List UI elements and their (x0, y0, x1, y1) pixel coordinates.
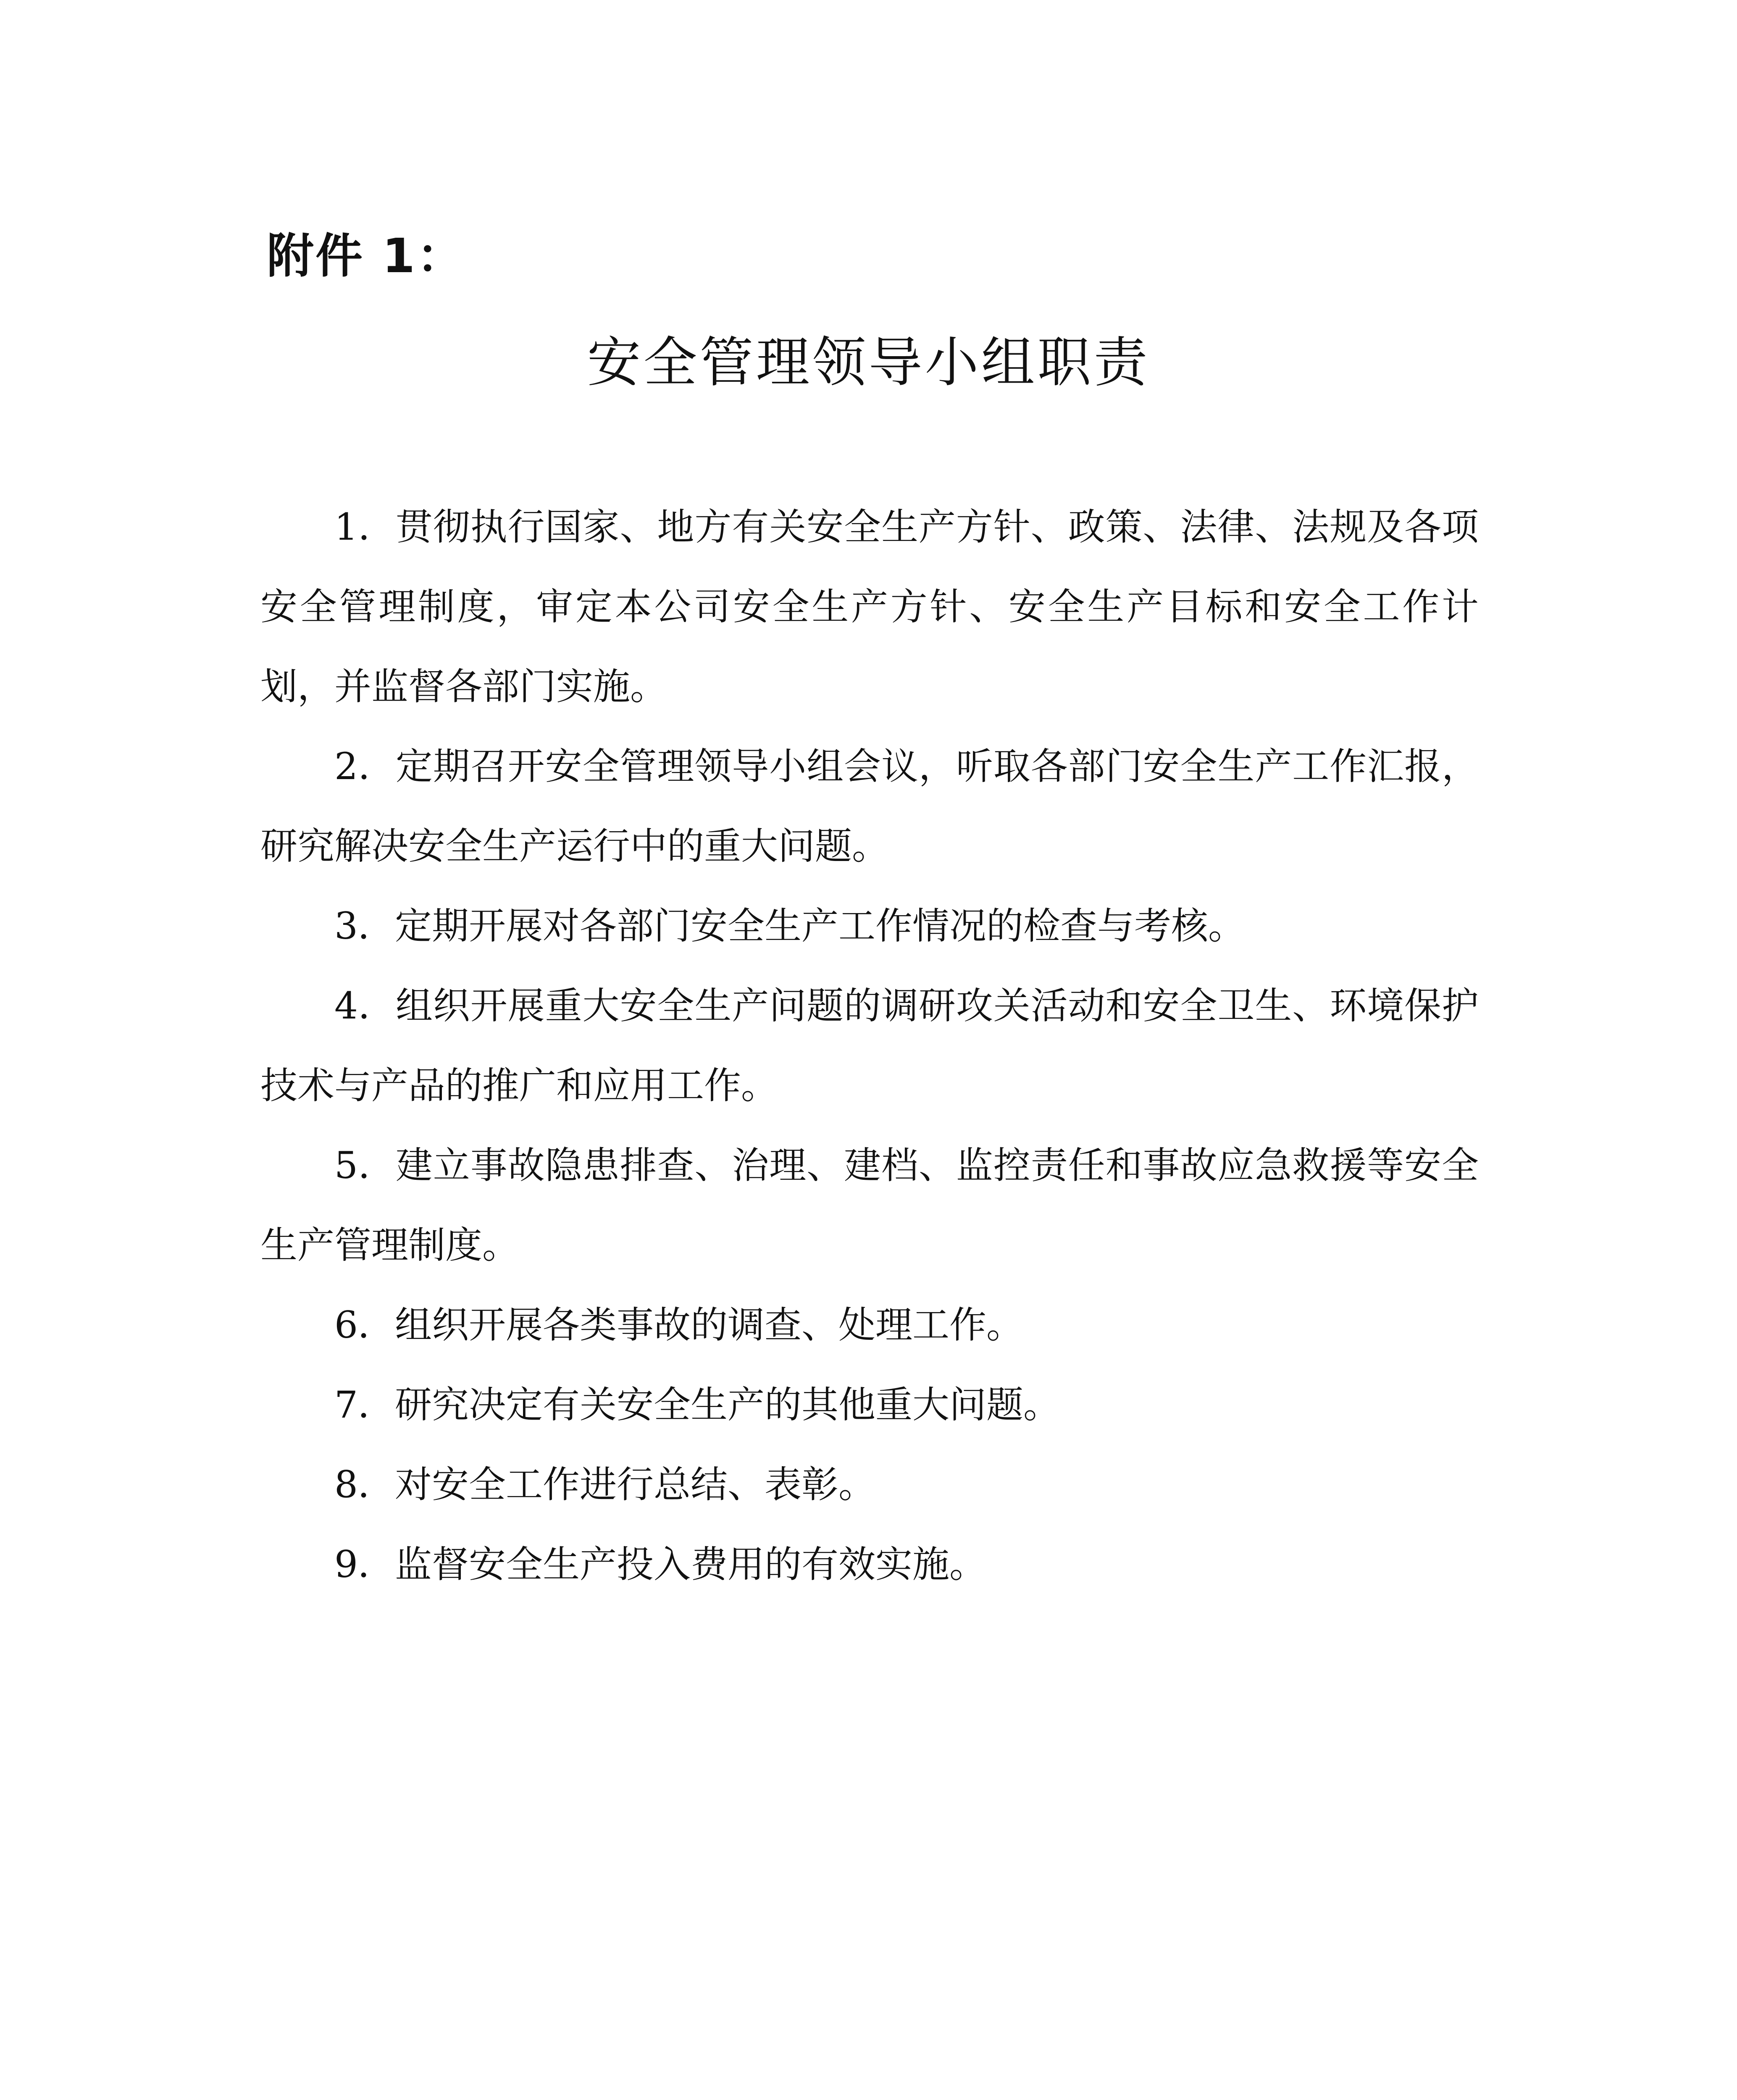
paragraph-1: 1．贯彻执行国家、地方有关安全生产方针、政策、法律、法规及各项安全管理制度，审定本公司安全生产方针、安全生产目标和安全工作计划，并监督各部门实施。 (260, 505, 1479, 708)
paragraph-4: 4．组织开展重大安全生产问题的调研攻关活动和安全卫生、环境保护技术与产品的推广和应用工作。 (260, 984, 1479, 1107)
paragraph-3: 3．定期开展对各部门安全生产工作情况的检查与考核。 (334, 904, 1245, 948)
paragraph-2: 2．定期召开安全管理领导小组会议，听取各部门安全生产工作汇报，研究解决安全生产运行中的重大问题。 (260, 745, 1479, 868)
paragraph-8: 8．对安全工作进行总结、表彰。 (334, 1463, 875, 1506)
paragraph-5: 5．建立事故隐患排查、治理、建档、监控责任和事故应急救援等安全生产管理制度。 (260, 1144, 1479, 1267)
page-title: 安全管理领导小组职责 (587, 331, 1150, 394)
attachment-label: 附件 1： (267, 229, 465, 284)
paragraph-7: 7．研究决定有关安全生产的其他重大问题。 (334, 1383, 1060, 1426)
document-body (260, 487, 1479, 1604)
paragraph-6: 6．组织开展各类事故的调查、处理工作。 (334, 1303, 1023, 1347)
paragraph-9: 9．监督安全生产投入费用的有效实施。 (334, 1543, 986, 1586)
